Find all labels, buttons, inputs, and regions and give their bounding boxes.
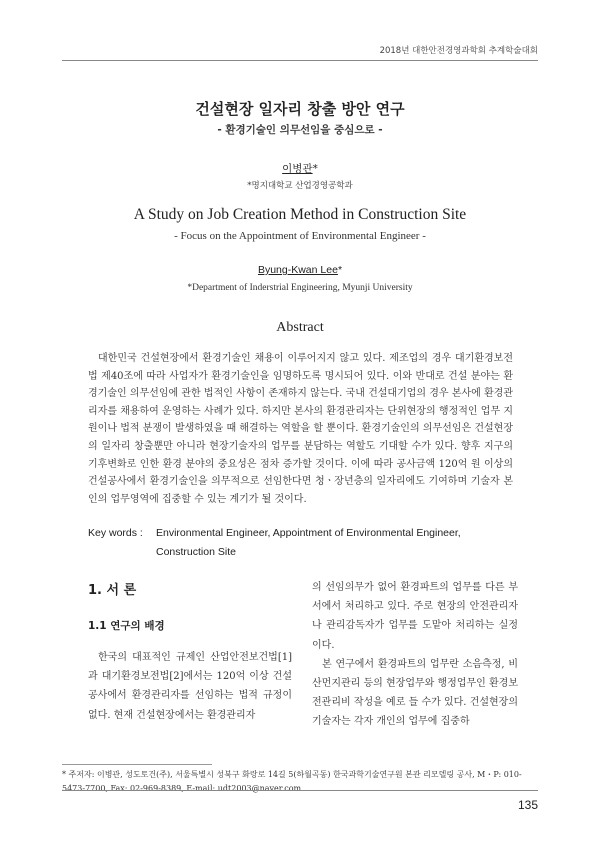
keywords — [88, 524, 518, 562]
korean-author-name: 이병관 — [282, 163, 313, 175]
english-author-name: Byung-Kwan Lee — [257, 264, 338, 276]
keywords-values: Environmental Engineer, Appointment of Environmental Engineer, Construction Site — [156, 527, 461, 558]
abstract-heading: Abstract — [276, 320, 324, 335]
header-divider — [62, 60, 538, 61]
conference-header: 2018년 대한안전경영과학회 추계학술대회 — [379, 46, 538, 56]
keywords-label: Key words : — [88, 527, 143, 539]
korean-affiliation: *명지대학교 산업경영공학과 — [247, 181, 353, 191]
body-paragraph-right-1: 의 선임의무가 없어 환경파트의 업무를 다른 부서에서 처리하고 있다. 주로 현장의 안전관리자나 관리감독자가 업무를 도맡아 처리하는 실정이다. — [312, 582, 518, 651]
footnote-divider — [62, 764, 212, 765]
english-author — [0, 264, 600, 276]
korean-author-mark: * — [312, 163, 318, 175]
korean-subtitle: - 환경기술인 의무선임을 중심으로 - — [217, 124, 383, 136]
abstract-body — [88, 350, 513, 508]
abstract-paragraph: 대한민국 건설현장에서 환경기술인 채용이 이루어지지 않고 있다. 제조업의 경우 대기환경보전법 제40조에 따라 사업자가 환경기술인을 임명하도록 명시되어 있다. 이와 반대로 건설 분야는 환경기술인 의무선임에 관한 법적인 사항이 존재하지 않는다. 국내 건설대기업의 경우 본사에 환경관리자를 채용하여 운영하는 사례가 있다. 하지만 본사의 환경관리자는 단위현장의 행정적인 업무 지원이나 법적 분쟁이 발생하였을 때 해결하는 역할을 할 뿐이다. 환경기술인의 의무선임은 건설현장의 일자리 창출뿐만 아니라 현장기술자의 업무를 분담하는 역할도 기대할 수가 있다. 향후 지구의 기후변화로 인한 환경 분야의 중요성은 점차 증가할 것이다. 이에 따라 공사금액 120억 원 이상의 건설공사에서 환경기술인을 의무적으로 선임한다면 청ㆍ장년층의 일자리에도 기여하며 기술자 본인의 업무영역에 집중할 수 있는 계기가 될 것이다. — [88, 353, 513, 505]
section-heading: 1. 서 론 — [88, 583, 137, 598]
subsection-heading: 1.1 연구의 배경 — [88, 620, 165, 632]
english-title: A Study on Job Creation Method in Construction Site — [133, 206, 467, 223]
body-paragraph-right-2: 본 연구에서 환경파트의 업무란 소음측정, 비산먼지관리 등의 현장업무와 행정업무인 환경보전관리비 작성을 예로 들 수가 있다. 건설현장의 기술자는 각자 개인의 업무에 집중하 — [312, 658, 518, 728]
footnote: * 주저자: 이병관, 성도토건(주), 서울특별시 성북구 화랑로 14길 5(하월곡동) 한국과학기술연구원 본관 리모델링 공사, M・P: 010-5473-7700, Fax: 02-969-8389, E-mail: udt2003@naver.com — [62, 770, 522, 793]
right-column — [312, 578, 518, 732]
left-column — [88, 578, 292, 725]
page-number: 135 — [517, 798, 538, 812]
korean-title: 건설현장 일자리 창출 방안 연구 — [195, 100, 405, 118]
english-author-mark: * — [337, 264, 343, 276]
korean-author — [0, 161, 600, 176]
footer-divider — [62, 790, 538, 791]
english-subtitle: - Focus on the Appointment of Environmental Engineer - — [174, 230, 426, 242]
english-affiliation: *Department of Inderstrial Engineering, Myunji University — [187, 283, 413, 293]
body-paragraph-left: 한국의 대표적인 규제인 산업안전보건법[1]과 대기환경보전법[2]에서는 120억 이상 건설공사에서 환경관리자를 선임하는 법적 규정이 없다. 현재 건설현장에서는 환경관리자 — [88, 652, 292, 721]
